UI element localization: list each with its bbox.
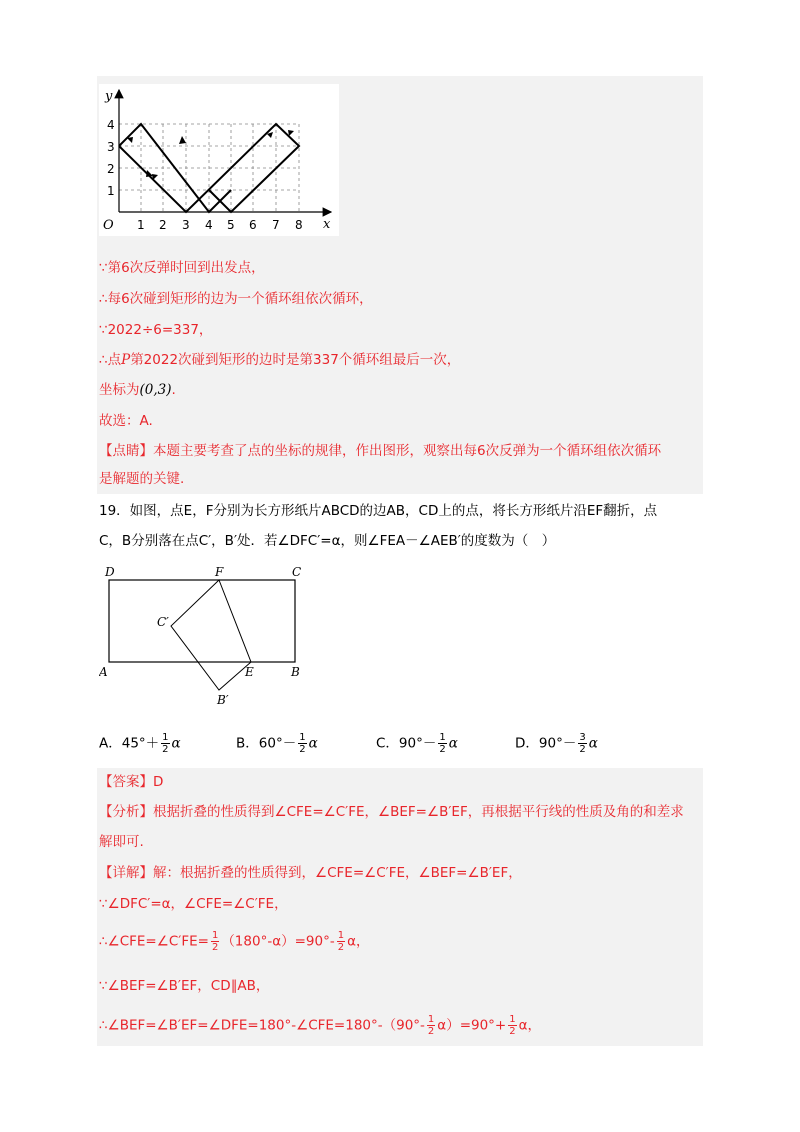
option-b[interactable] — [236, 732, 318, 755]
label-B: B — [291, 665, 300, 679]
analysis-line: 解即可. — [99, 834, 144, 850]
text-span: 坐标为 — [99, 382, 140, 398]
denominator: 2 — [579, 744, 586, 755]
option-c[interactable] — [376, 732, 458, 755]
numerator: 3 — [579, 732, 586, 743]
coordinate-graph — [99, 84, 339, 236]
fraction — [211, 930, 219, 953]
numerator: 1 — [299, 732, 306, 743]
detail-line — [99, 930, 370, 953]
solution-line: 故选：A. — [99, 413, 153, 429]
answer-line: 【答案】D — [99, 774, 164, 790]
x-tick: 5 — [227, 218, 235, 232]
solution-line: ∵第6次反弹时回到出发点， — [99, 260, 265, 276]
point-var: P — [121, 352, 131, 368]
x-tick: 3 — [182, 218, 190, 232]
fraction — [508, 1014, 516, 1037]
text-span: ∴∠CFE=∠C′FE= — [99, 933, 209, 950]
label-C: C — [292, 565, 302, 579]
detail-line — [99, 1014, 541, 1037]
label-D: D — [105, 565, 115, 579]
solution-line: ∴每6次碰到矩形的边为一个循环组依次循环， — [99, 291, 373, 307]
solution-line: 是解题的关键. — [99, 471, 185, 487]
label-B-prime: B′ — [217, 693, 229, 707]
text-span: . — [171, 382, 176, 398]
text-span: α， — [518, 1017, 542, 1034]
denominator: 2 — [509, 1026, 516, 1037]
y-tick: 1 — [107, 184, 115, 198]
text-span: ∴∠BEF=∠B′EF=∠DFE=180°-∠CFE=180°-（90°- — [99, 1017, 425, 1034]
numerator: 1 — [162, 732, 169, 743]
solution-line: 【点睛】本题主要考查了点的坐标的规律，作出图形，观察出每6次反弹为一个循环组依次循环 — [99, 443, 662, 459]
fraction — [427, 1014, 435, 1037]
denominator: 2 — [211, 942, 219, 953]
text-span: （180°-α）=90°- — [221, 933, 335, 950]
fraction — [337, 930, 345, 953]
x-tick: 7 — [272, 218, 280, 232]
denominator: 2 — [299, 744, 306, 755]
text-span: α， — [347, 933, 370, 950]
label-A: A — [99, 665, 108, 679]
numerator: 1 — [427, 1014, 435, 1025]
y-tick: 3 — [107, 140, 115, 154]
rectangle-fold-figure — [99, 562, 319, 712]
coordinate: (0,3) — [139, 382, 172, 398]
option-text: C．90°－ — [376, 735, 437, 752]
question-text: C，B分别落在点C′，B′处．若∠DFC′=α，则∠FEA－∠AEB′的度数为（ ） — [99, 533, 556, 549]
label-C-prime: C′ — [157, 615, 169, 629]
alpha: α — [588, 735, 598, 752]
option-text: B．60°－ — [236, 735, 297, 752]
text-span: α）=90°+ — [437, 1017, 507, 1034]
denominator: 2 — [439, 744, 446, 755]
x-tick: 4 — [205, 218, 213, 232]
numerator: 1 — [509, 1014, 516, 1025]
numerator: 1 — [439, 732, 446, 743]
question-text: 19．如图，点E，F分别为长方形纸片ABCD的边AB，CD上的点，将长方形纸片沿EF翻折，点 — [99, 503, 658, 519]
text-span: ∴点 — [99, 352, 122, 368]
solution-line — [99, 380, 176, 400]
origin-label: O — [103, 218, 114, 233]
solution-line: ∵2022÷6=337， — [99, 322, 213, 338]
x-axis-label: x — [323, 217, 331, 232]
alpha: α — [308, 735, 318, 752]
numerator: 1 — [337, 930, 345, 941]
bounce-path — [119, 124, 231, 212]
detail-line: ∵∠BEF=∠B′EF，CD∥AB， — [99, 978, 270, 994]
denominator: 2 — [427, 1026, 435, 1037]
alpha: α — [448, 735, 458, 752]
detail-line: 【详解】解：根据折叠的性质得到，∠CFE=∠C′FE，∠BEF=∠B′EF， — [99, 865, 522, 881]
y-axis-label: y — [105, 89, 113, 104]
y-tick: 2 — [107, 162, 115, 176]
denominator: 2 — [337, 942, 345, 953]
x-tick: 2 — [159, 218, 167, 232]
analysis-line: 【分析】根据折叠的性质得到∠CFE=∠C′FE，∠BEF=∠B′EF，再根据平行线的性质及角的和差求 — [99, 804, 684, 820]
fraction — [161, 732, 169, 755]
text-span: 第2022次碰到矩形的边时是第337个循环组最后一次， — [130, 352, 461, 368]
label-E: E — [245, 665, 254, 679]
numerator: 1 — [211, 930, 219, 941]
label-F: F — [215, 565, 224, 579]
option-a[interactable] — [99, 732, 181, 755]
y-tick: 4 — [107, 118, 115, 132]
solution-line — [99, 350, 460, 370]
option-d[interactable] — [515, 732, 598, 755]
x-tick: 8 — [295, 218, 303, 232]
alpha: α — [171, 735, 181, 752]
x-tick: 6 — [249, 218, 257, 232]
option-text: A．45°＋ — [99, 735, 160, 752]
denominator: 2 — [162, 744, 169, 755]
fraction — [438, 732, 446, 755]
detail-line: ∵∠DFC′=α，∠CFE=∠C′FE， — [99, 896, 288, 912]
x-tick: 1 — [137, 218, 145, 232]
fraction — [298, 732, 306, 755]
fraction — [578, 732, 586, 755]
option-text: D．90°－ — [515, 735, 577, 752]
